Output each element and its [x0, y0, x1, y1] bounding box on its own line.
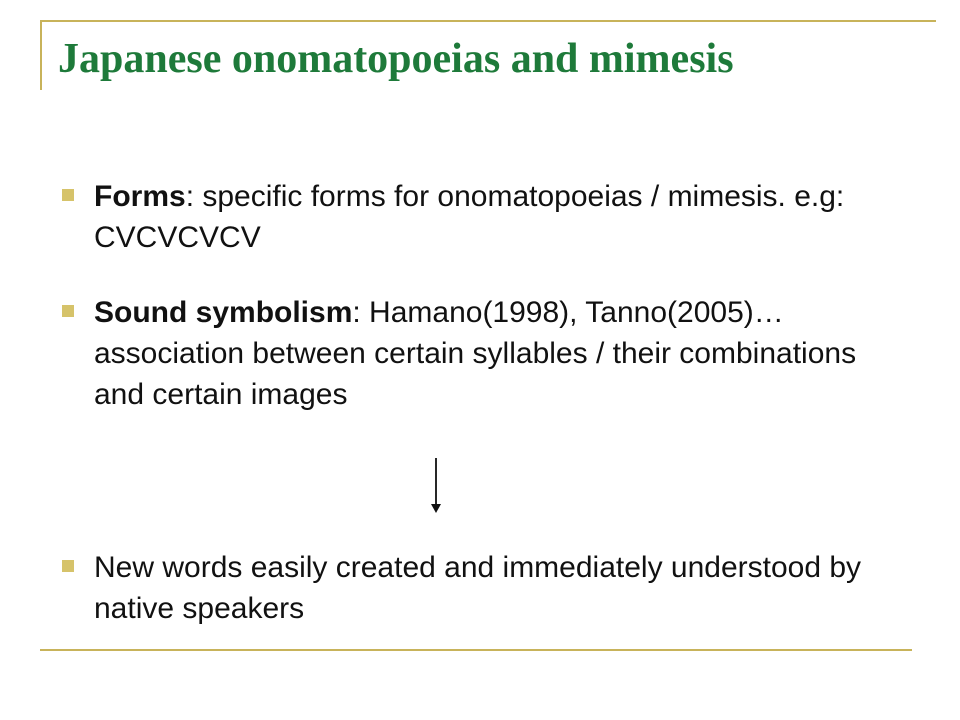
bullet-text: : specific forms for onomatopoeias / mimesis. e.g: CVCVCVCV [94, 180, 845, 254]
bottom-rule [40, 649, 912, 651]
bullet-item-forms [94, 176, 904, 258]
bullet-term: Forms [94, 180, 186, 213]
square-bullet-icon [62, 560, 74, 572]
bullet-item-sound-symbolism [94, 292, 904, 415]
bullet-item-new-words [94, 547, 904, 629]
slide-title: Japanese onomatopoeias and mimesis [58, 36, 734, 82]
bullet-text: : Hamano(1998), Tanno(2005)…association between certain syllables / their combinations and certain images [94, 296, 857, 411]
square-bullet-icon [62, 305, 74, 317]
bullet-text: New words easily created and immediately understood by native speakers [94, 551, 862, 625]
bullet-term: Sound symbolism [94, 296, 353, 329]
square-bullet-icon [62, 189, 74, 201]
down-arrow-icon [428, 456, 444, 516]
